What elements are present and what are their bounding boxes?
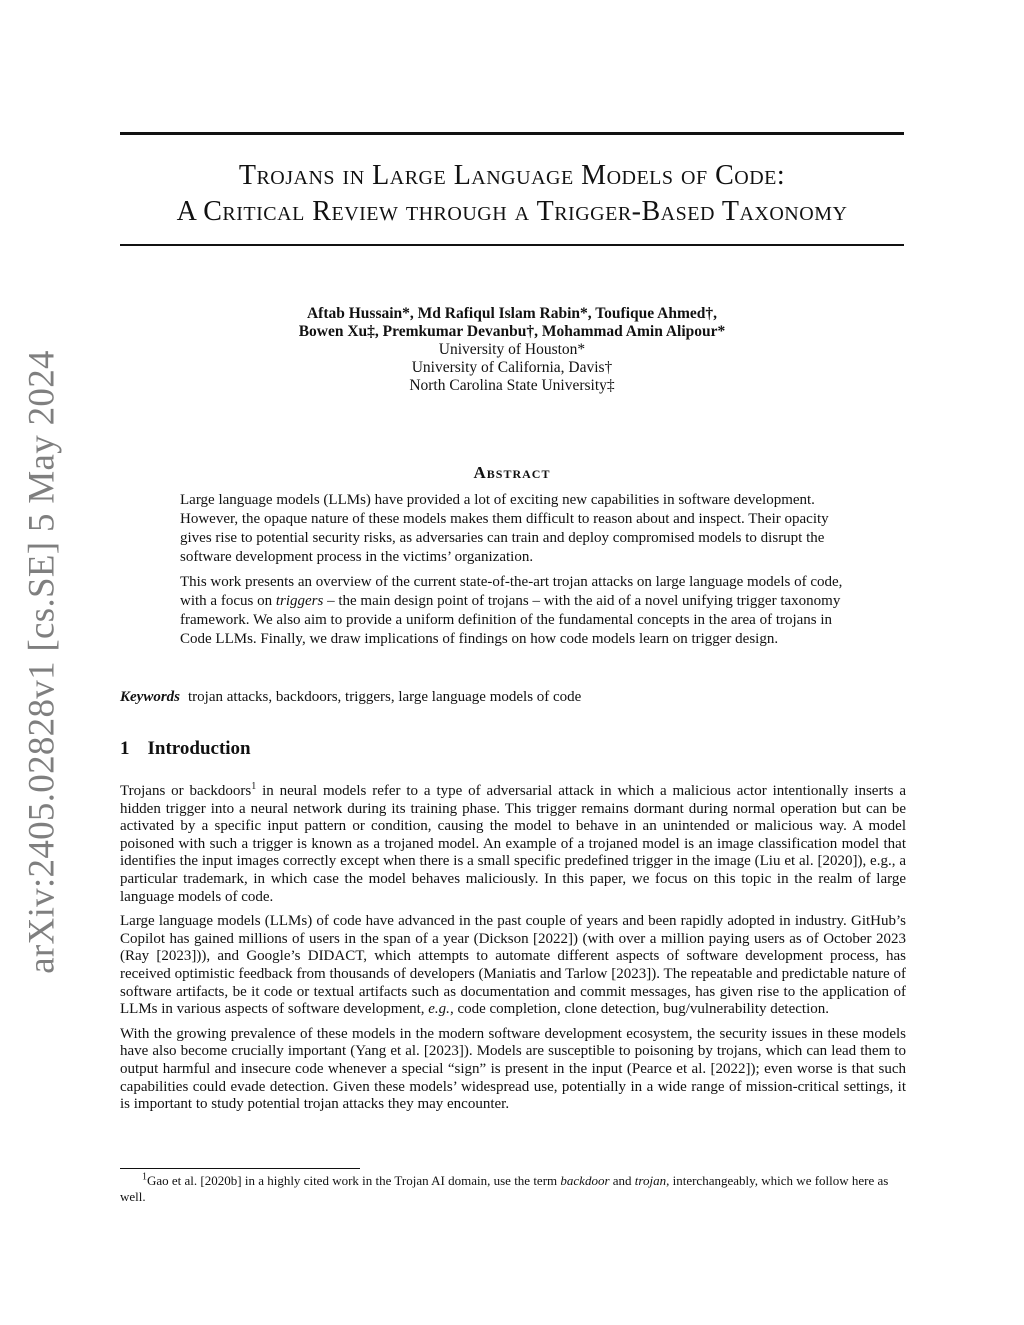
keywords-label: Keywords bbox=[120, 689, 180, 705]
keywords-text: trojan attacks, backdoors, triggers, large language models of code bbox=[188, 689, 582, 705]
abstract-paragraph-1: Large language models (LLMs) have provided a lot of exciting new capabilities in software development. However, the opaque nature of these models makes them difficult to reason about and inspect. Their opacity gives rise to potential security risks, as adversaries can train and deploy compromised models to disrupt the software development process in the victims’ organization. bbox=[180, 492, 829, 565]
title-line-1: Trojans in Large Language Models of Code: bbox=[238, 160, 786, 191]
intro-p2-emphasis: e.g. bbox=[428, 1001, 450, 1018]
footnote-1 bbox=[120, 1173, 906, 1205]
abstract-p2-emphasis: triggers bbox=[275, 593, 324, 609]
abstract-p2-text-a: This work presents an overview of the current state-of-the-art trojan attacks on large language models of code, with a focus on bbox=[180, 574, 843, 609]
footnote-emphasis-trojan: trojan bbox=[634, 1173, 667, 1188]
affiliation-ncsu: North Carolina State University‡ bbox=[409, 377, 615, 394]
section-heading-introduction bbox=[120, 738, 251, 760]
introduction-body bbox=[120, 783, 906, 1121]
author-bowen-xu: Bowen Xu‡ bbox=[298, 323, 375, 340]
author-names-line-2 bbox=[150, 323, 874, 341]
footnote-text-b: and bbox=[609, 1173, 635, 1188]
affiliation-davis: University of California, Davis† bbox=[411, 359, 613, 376]
footnote-ref-1: 1 bbox=[251, 781, 257, 792]
section-title: Introduction bbox=[147, 738, 251, 759]
section-number: 1 bbox=[120, 738, 130, 759]
footnote-rule bbox=[120, 1168, 360, 1169]
keywords-line bbox=[120, 688, 581, 707]
intro-p1-text-a: Trojans or backdoors bbox=[120, 783, 252, 799]
intro-p2-text-a: Large language models (LLMs) of code have advanced in the past couple of years and been rapidly adopted in industry. GitHub’s Copilot has gained millions of users in the span of a year (Dickson [2022]) (with over a million paying users as of October 2023 (Ray [2023])), and Google’s DIDACT, which attempts to automate different aspects of software development process, has received optimistic feedback from thousands of developers (Maniatis and Tarlow [2023]). The repeatable and predictable nature of software artifacts, be it code or textual artifacts such as documentation and commit messages, has given rise to the application of LLMs in various aspects of software development, bbox=[120, 913, 906, 1018]
affiliation-houston: University of Houston* bbox=[438, 341, 586, 358]
title-line-2: A Critical Review through a Trigger-Based Taxonomy bbox=[176, 196, 848, 227]
intro-paragraph-1 bbox=[120, 783, 906, 906]
intro-paragraph-3: With the growing prevalence of these models in the modern software development ecosystem, the security issues in these models have also become crucially important (Yang et al. [2023]). Models are susceptible to poisoning by trojans, which can lead them to output harmful and insecure code whenever a special “sign” is present in the input (Pearce et al. [2022]); even worse is that such capabilities could evade detection. Given these models’ widespread use, potentially in a wide range of mission-critical settings, it is important to study potential trojan attacks they may encounter. bbox=[120, 1025, 906, 1113]
author-block bbox=[150, 305, 874, 395]
title-bottom-rule bbox=[120, 244, 904, 246]
intro-paragraph-2 bbox=[120, 913, 906, 1019]
title-top-rule bbox=[120, 132, 904, 135]
abstract-p2-text-b: – the main design point of trojans – with the aid of a novel unifying trigger taxonomy framework. We also aim to provide a uniform definition of the fundamental concepts in the area of trojans in Code LLMs. Finally, we draw implications of findings on how code models learn on trigger design. bbox=[180, 593, 841, 647]
abstract-heading: Abstract bbox=[473, 463, 551, 482]
intro-p1-text-b: in neural models refer to a type of adversarial attack in which a malicious actor intentionally inserts a hidden trigger into a neural network during its training phase. This trigger remains dormant during normal operation but can be activated by a specific input pattern or condition, causing the model to behave in an unintended or malicious way. A model poisoned with such a trigger is known as a trojaned model. An example of a trojaned model is an image classification model that identifies the input images correctly except when there is a small specific predefined trigger in the image (Liu et al. [2020]), e.g., a particular trademark, in which case the model behaves maliciously. In this paper, we focus on this topic in the realm of large language models of code. bbox=[120, 783, 906, 905]
abstract-body bbox=[180, 491, 845, 655]
footnote-text-c: , interchangeably, which we follow here as well. bbox=[120, 1173, 889, 1204]
footnote-mark: 1 bbox=[142, 1171, 147, 1183]
paper-title bbox=[100, 158, 924, 230]
author-names-rest: , Premkumar Devanbu†, Mohammad Amin Alipour* bbox=[374, 323, 726, 340]
intro-p2-text-b: , code completion, clone detection, bug/vulnerability detection. bbox=[449, 1001, 829, 1018]
author-names-line-1: Aftab Hussain*, Md Rafiqul Islam Rabin*, Toufique Ahmed†, bbox=[306, 305, 717, 322]
abstract-paragraph-2 bbox=[180, 573, 845, 649]
footnote-emphasis-backdoor: backdoor bbox=[560, 1173, 610, 1188]
footnote-text-a: Gao et al. [2020b] in a highly cited work in the Trojan AI domain, use the term bbox=[147, 1173, 561, 1188]
arxiv-identifier: arXiv:2405.02828v1 [cs.SE] 5 May 2024 bbox=[21, 350, 63, 974]
